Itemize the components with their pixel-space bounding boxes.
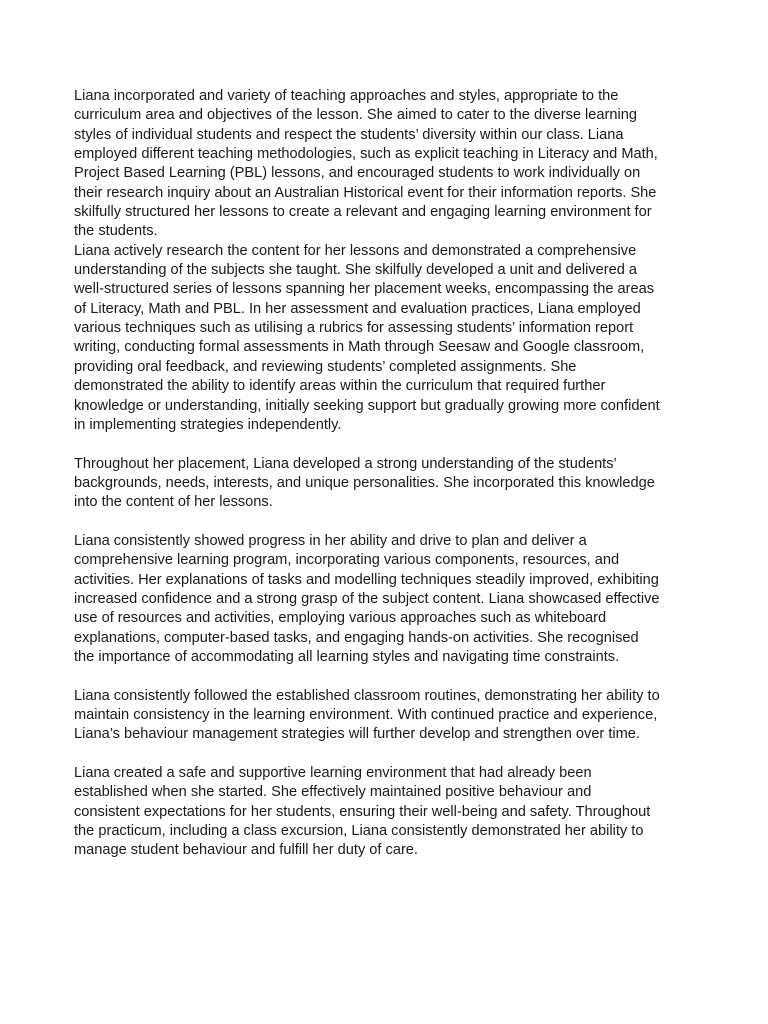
paragraph-spacer	[74, 745, 704, 764]
paragraph-spacer	[74, 435, 704, 454]
paragraph-content-knowledge: Liana actively research the content for her lessons and demonstrated a comprehensive understanding of the subjects she taught. She skilfully developed a unit and delivered a well-structured series of lessons spanning her placement weeks, encompassing the areas of Literacy, Math and PBL. In her assessment and evaluation practices, Liana employed various techniques such as utilising a rubrics for assessing students’ information report writing, conducting formal assessments in Math through Seesaw and Google classroom, providing oral feedback, and reviewing students’ completed assignments. She demonstrated the ability to identify areas within the curriculum that required further knowledge or understanding, initially seeking support but gradually growing more confident in implementing strategies independently.	[74, 242, 660, 433]
paragraph-teaching-approaches: Liana incorporated and variety of teaching approaches and styles, appropriate to the curriculum area and objectives of the lesson. She aimed to cater to the diverse learning styles of individual students and respect the students’ diversity within our class. Liana employed different teaching methodologies, such as explicit teaching in Literacy and Math, Project Based Learning (PBL) lessons, and encouraged students to work individually on their research inquiry about an Australian Historical event for their information reports. She skilfully structured her lessons to create a relevant and engaging learning environment for the students.	[74, 88, 658, 240]
paragraph-spacer	[74, 667, 704, 686]
document-body	[74, 87, 704, 861]
paragraph-safe-environment: Liana created a safe and supportive learning environment that had already been established when she started. She effectively maintained positive behaviour and consistent expectations for her students, ensuring their well-being and safety. Throughout the practicum, including a class excursion, Liana consistently demonstrated her ability to manage student behaviour and fulfill her duty of care.	[74, 765, 651, 859]
paragraph-student-understanding: Throughout her placement, Liana developed a strong understanding of the students’ backgrounds, needs, interests, and unique personalities. She incorporated this knowledge into the content of her lessons.	[74, 455, 655, 511]
paragraph-learning-program: Liana consistently showed progress in her ability and drive to plan and deliver a comprehensive learning program, incorporating various components, resources, and activities. Her explanations of tasks and modelling techniques steadily improved, exhibiting increased confidence and a strong grasp of the subject content. Liana showcased effective use of resources and activities, employing various approaches such as whiteboard explanations, computer-based tasks, and engaging hands-on activities. She recognised the importance of accommodating all learning styles and navigating time constraints.	[74, 532, 660, 665]
paragraph-classroom-routines: Liana consistently followed the established classroom routines, demonstrating her ability to maintain consistency in the learning environment. With continued practice and experience, Liana’s behaviour management strategies will further develop and strengthen over time.	[74, 687, 660, 743]
paragraph-spacer	[74, 513, 704, 532]
